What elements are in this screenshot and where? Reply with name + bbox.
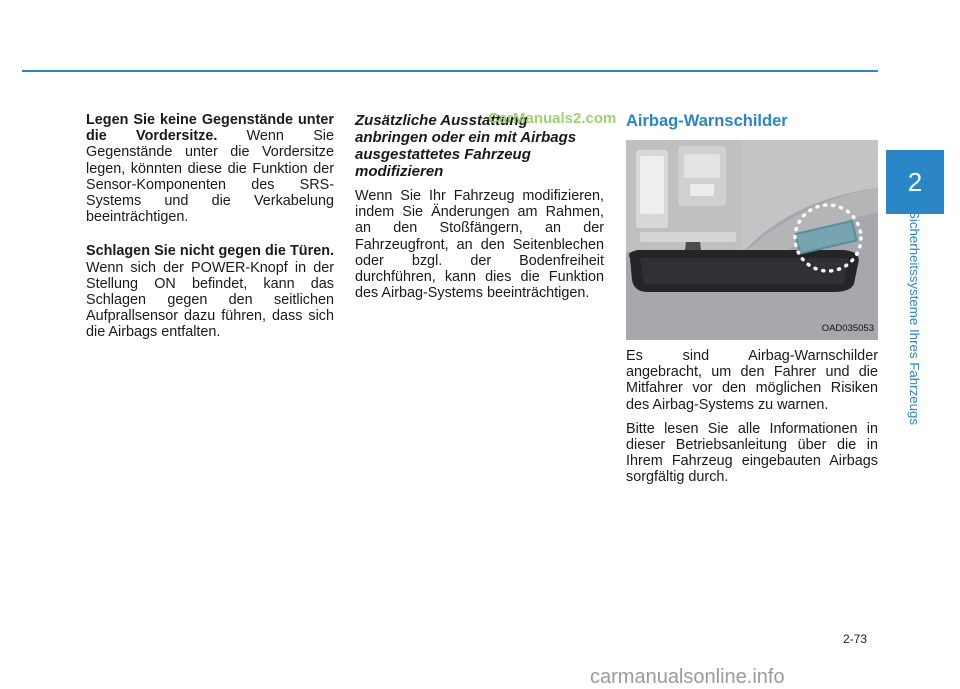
top-rule [22, 70, 878, 72]
chapter-title: Sicherheitssysteme Ihres Fahrzeugs [907, 210, 922, 426]
paragraph-modifications: Wenn Sie Ihr Fahrzeug modifizieren, indem Sie Änderungen am Rahmen, an den Stoßfängern, an der Fahrzeugfront, an den Seitenblechen oder bzgl. der Bodenfreiheit durchführen, kann dies die Funktion des Airbag-Systems beeinträchtigen. [355, 188, 604, 302]
airbag-label-photo [626, 140, 878, 340]
column-right [626, 112, 878, 486]
paragraph-no-objects-under-seats [86, 112, 334, 225]
column-middle [355, 112, 604, 301]
paragraph-text: Wenn Sie Gegenstände unter die Vordersitze legen, könnten diese die Funktion der Sensor-Komponenten des SRS-Systems und die Verkabelung beeinträchtigen. [86, 128, 334, 226]
paragraph-read-manual: Bitte lesen Sie alle Informationen in dieser Betriebsanleitung über die in Ihrem Fahrzeug eingebauten Airbags sorgfältig durch. [626, 420, 878, 486]
chapter-tab: 2 [886, 150, 944, 214]
paragraph-lead: Schlagen Sie nicht gegen die Türen. [86, 243, 334, 260]
column-left [86, 112, 334, 341]
watermark-top: CarManuals2.com [488, 110, 617, 127]
car-interior-illustration [626, 140, 878, 340]
section-title: Airbag-Warnschilder [626, 112, 788, 130]
paragraph-lead: Legen Sie keine Gegenstände unter die Vordersitze. [86, 112, 334, 145]
page-number: 2-73 [843, 632, 868, 646]
image-code: OAD035053 [821, 322, 874, 334]
watermark-bottom: carmanualsonline.info [590, 666, 785, 688]
subheading-modifications: Zusätzliche Ausstattung anbringen oder ein mit Airbags ausgestattetes Fahrzeug modifizieren [355, 112, 577, 180]
paragraph-do-not-hit-doors [86, 243, 334, 340]
paragraph-labels: Es sind Airbag-Warnschilder angebracht, um den Fahrer und die Mitfahrer vor den möglichen Risiken des Airbag-Systems zu warnen. [626, 348, 878, 413]
paragraph-text: Wenn sich der POWER-Knopf in der Stellung ON befindet, kann das Schlagen gegen den seitlichen Aufprallsensor dazu führen, dass sich die Airbags entfalten. [86, 259, 334, 341]
